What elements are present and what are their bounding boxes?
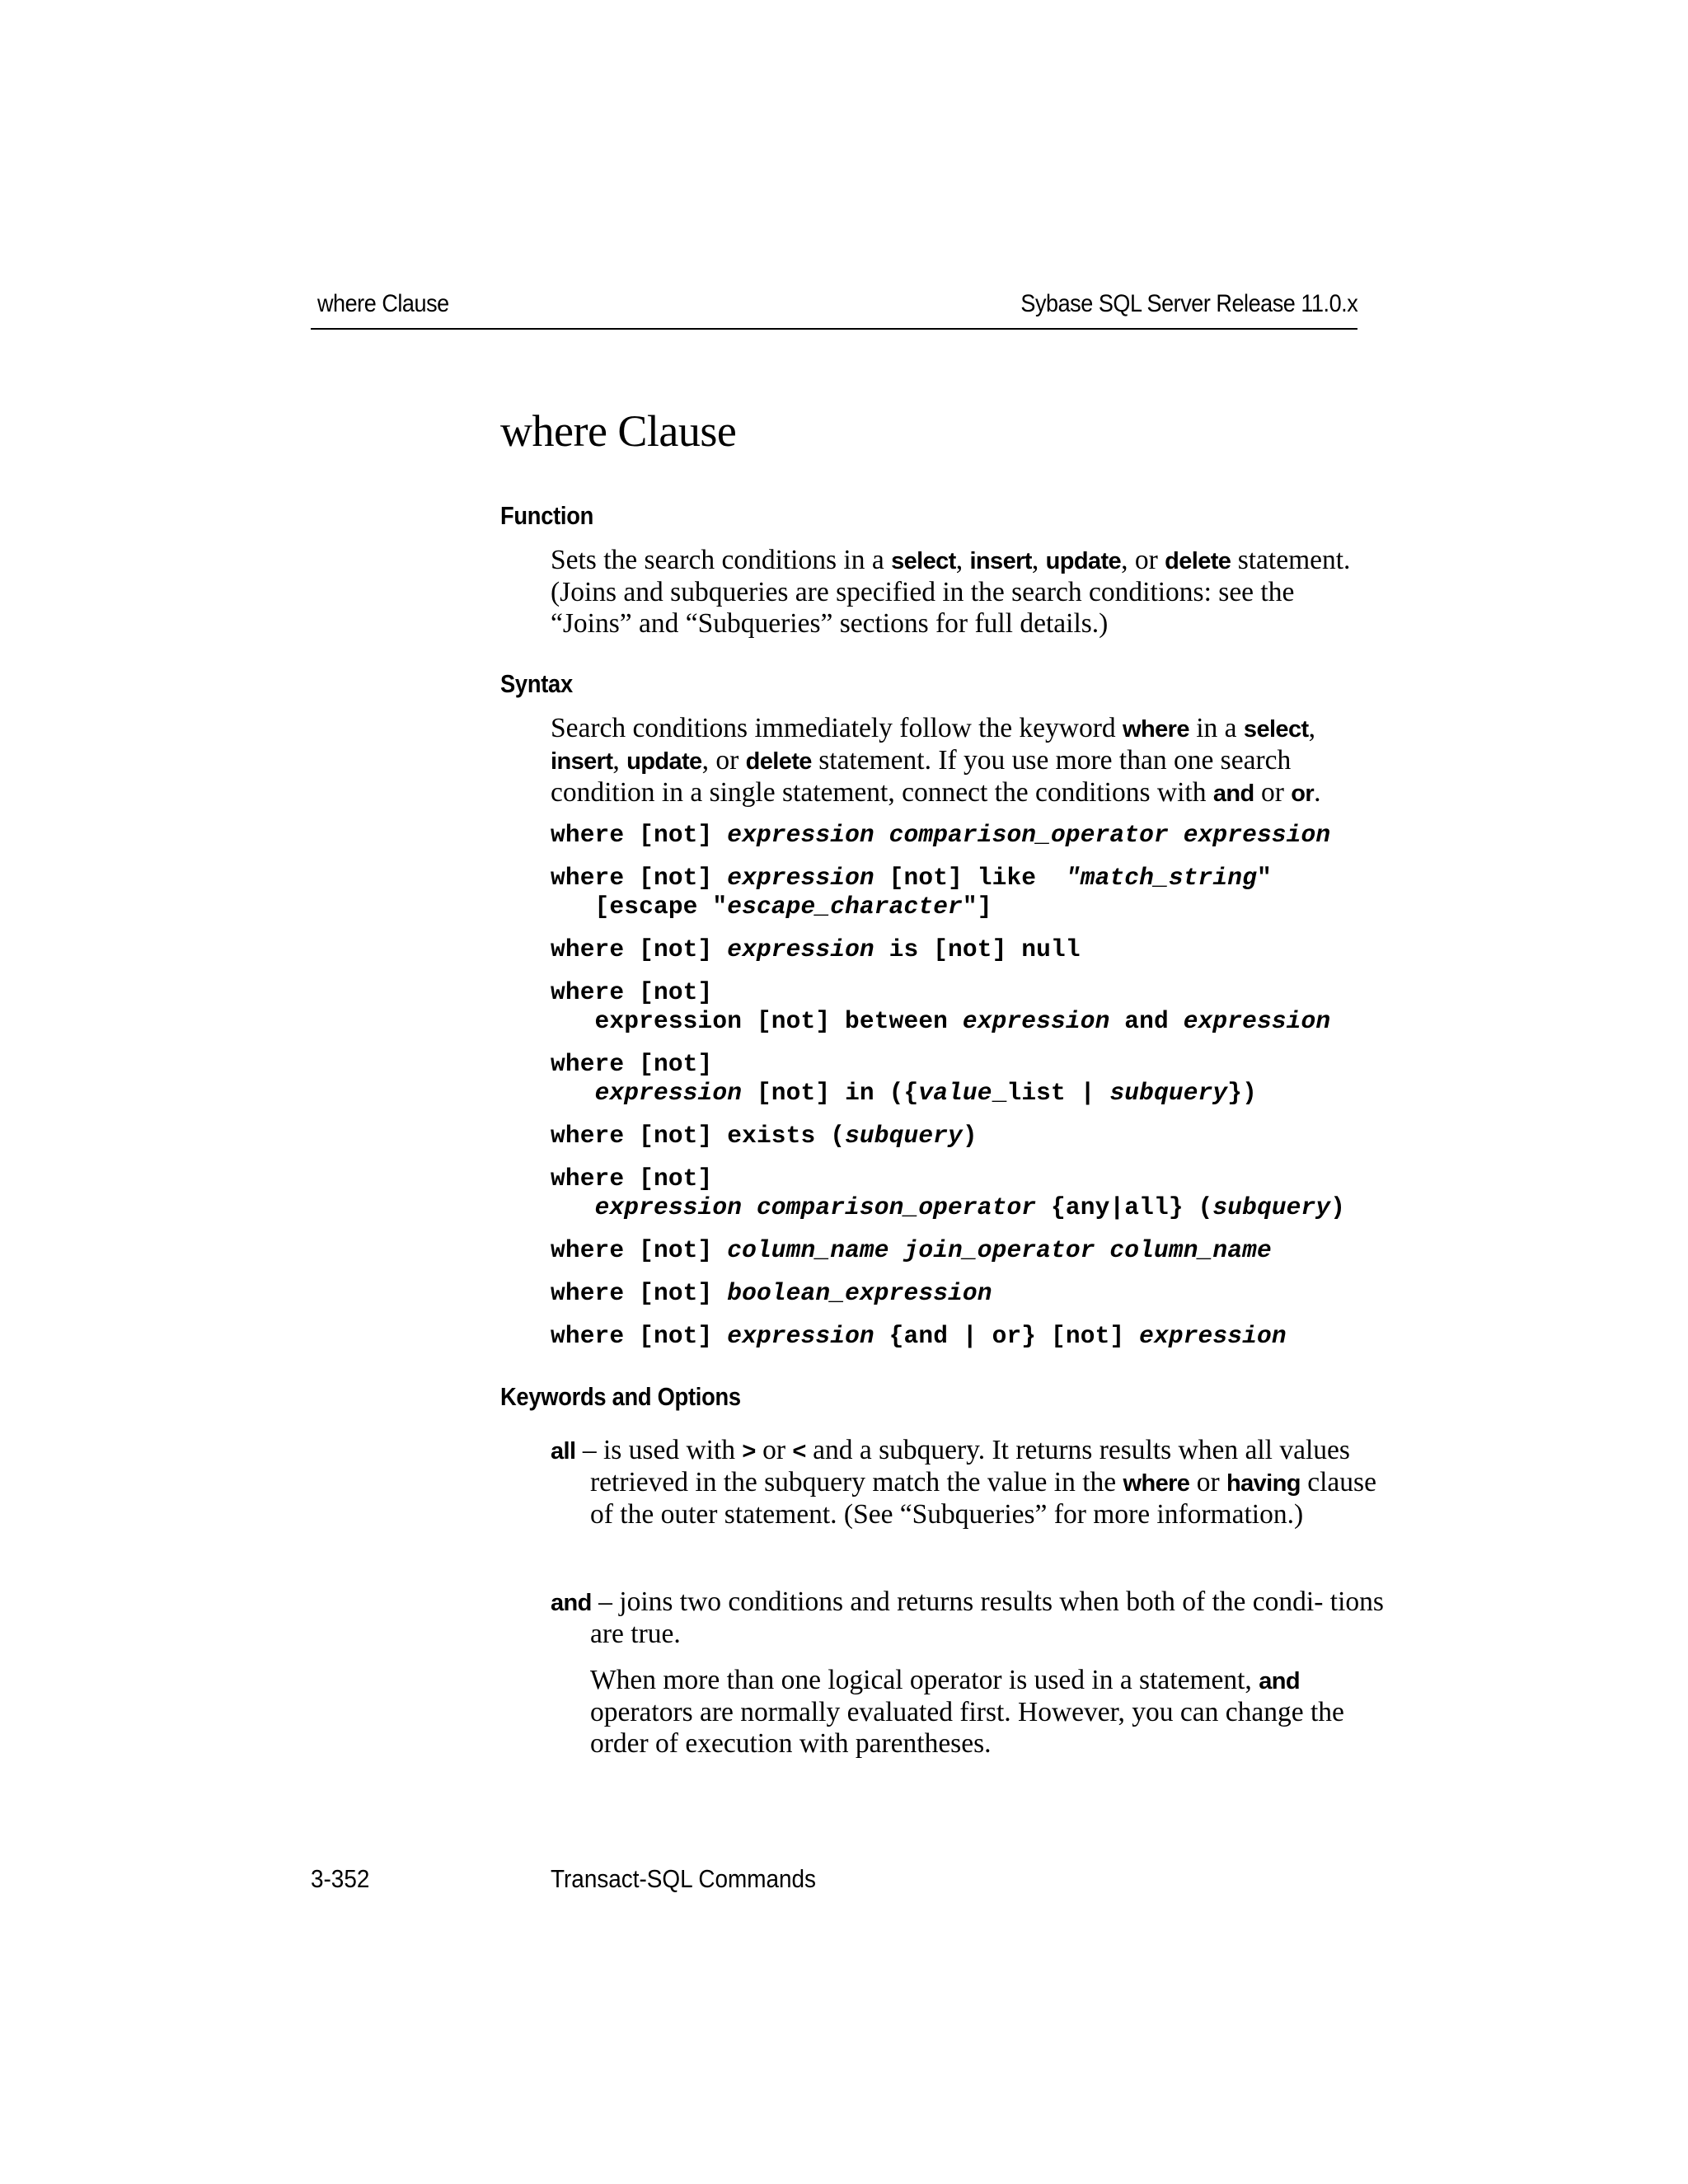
- running-head-section: where Clause: [317, 290, 449, 317]
- header-rule: [311, 328, 1357, 330]
- footer-book-section: Transact-SQL Commands: [551, 1864, 816, 1893]
- syntax-line-join: where [not] column_name join_operator column_name: [551, 1236, 1272, 1264]
- syntax-line-between: where [not] expression [not] between expression and expression: [551, 978, 1331, 1035]
- function-heading: Function: [500, 501, 594, 530]
- syntax-line-any-all: where [not] expression comparison_operator {any|all} (subquery): [551, 1165, 1346, 1221]
- keyword-entry-all: all – is used with > or < and a subquery. It returns results when all values retrieved in the subquery match the value in the where or having clause of the outer statement. (See “Subqueries” for more information.): [551, 1435, 1376, 1530]
- syntax-paragraph: Search conditions immediately follow the keyword where in a select, insert, update, or delete statement. If you use more than one search condition in a single statement, connect the conditions with and or or.: [551, 713, 1321, 808]
- syntax-line-like: where [not] expression [not] like "match_string" [escape "escape_character"]: [551, 864, 1272, 921]
- keyword-entry-and: and – joins two conditions and returns results when both of the condi- tions are true.: [551, 1586, 1384, 1649]
- syntax-line-logical: where [not] expression {and | or} [not] expression: [551, 1322, 1287, 1350]
- running-head: [317, 290, 1357, 331]
- syntax-heading: Syntax: [500, 669, 573, 698]
- syntax-line-null: where [not] expression is [not] null: [551, 935, 1081, 963]
- keywords-heading: Keywords and Options: [500, 1382, 741, 1411]
- syntax-line-exists: where [not] exists (subquery): [551, 1122, 978, 1150]
- syntax-line-in: where [not] expression [not] in ({value_list | subquery}): [551, 1050, 1257, 1107]
- syntax-line-comparison: where [not] expression comparison_operator expression: [551, 821, 1331, 849]
- page-title: where Clause: [500, 406, 737, 456]
- syntax-line-boolean: where [not] boolean_expression: [551, 1279, 992, 1307]
- function-paragraph: Sets the search conditions in a select, insert, update, or delete statement. (Joins and subqueries are specified in the search conditions: see the “Joins” and “Subqueries” sections for full details.): [551, 545, 1351, 639]
- keyword-entry-and-detail: When more than one logical operator is used in a statement, and operators are normally evaluated first. However, you can change the order of execution with parentheses.: [590, 1665, 1344, 1759]
- page-number: 3-352: [311, 1864, 370, 1893]
- running-head-product: Sybase SQL Server Release 11.0.x: [1020, 290, 1357, 317]
